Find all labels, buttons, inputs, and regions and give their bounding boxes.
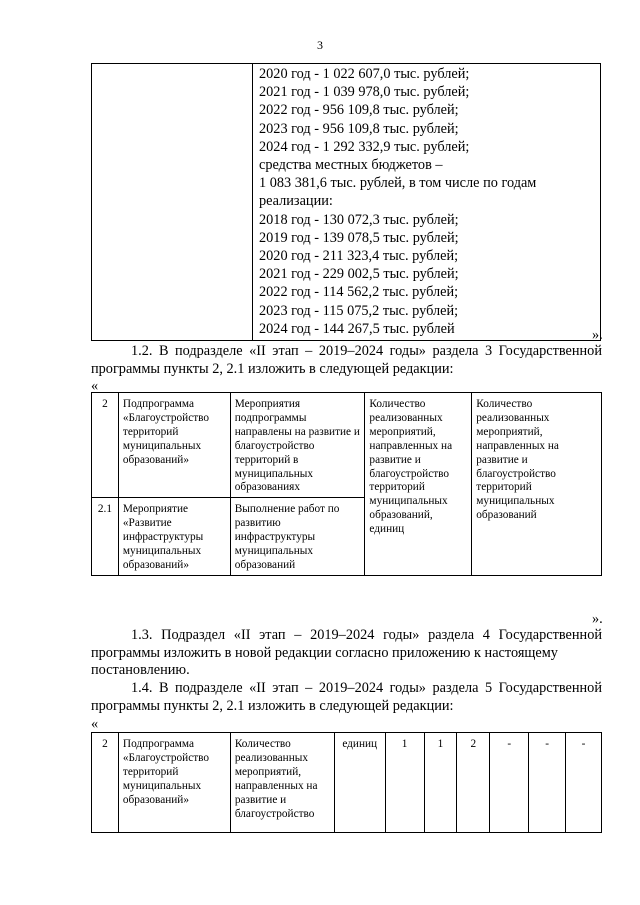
funding-line: реализации: — [259, 193, 333, 210]
row-number: 2 — [92, 393, 119, 498]
row-name: Подпрограмма «Благоустройство территорий муниципальных образований» — [118, 733, 230, 833]
row-goal: Мероприятия подпрограммы направлены на развитие и благоустройство территорий в муниципальных образованиях — [230, 393, 365, 498]
row-number: 2.1 — [92, 498, 119, 576]
funding-line: 2022 год - 956 109,8 тыс. рублей; — [259, 102, 459, 119]
subprogram-table — [91, 392, 602, 576]
row-value: 2 — [457, 733, 490, 833]
funding-line: 2024 год - 144 267,5 тыс. рублей — [259, 320, 455, 337]
row-indicator: Количество реализованных мероприятий, направленных на развитие и благоустройство — [230, 733, 334, 833]
row-name: Мероприятие «Развитие инфраструктуры муниципальных образований» — [118, 498, 230, 576]
row-result: Количество реализованных мероприятий, направленных на развитие и благоустройство территорий муниципальных образований — [472, 393, 602, 576]
funding-line: 2022 год - 114 562,2 тыс. рублей; — [259, 284, 459, 301]
paragraph-1-3-first-line: 1.3. Подраздел «II этап – 2019–2024 годы» раздела 4 Государственной — [131, 627, 602, 643]
funding-table-values-cell — [253, 64, 601, 341]
paragraph-1-2 — [91, 343, 602, 378]
row-value: - — [490, 733, 529, 833]
table-row — [92, 393, 602, 498]
funding-line: 2018 год - 130 072,3 тыс. рублей; — [259, 211, 459, 228]
funding-table-empty-cell — [92, 64, 253, 341]
paragraph-1-4 — [91, 680, 602, 715]
funding-table — [91, 63, 601, 341]
paragraph-1-3 — [91, 627, 602, 680]
funding-line: 1 083 381,6 тыс. рублей, в том числе по годам — [259, 175, 537, 192]
row-goal: Выполнение работ по развитию инфраструктуры муниципальных образований — [230, 498, 365, 576]
table-row — [92, 733, 602, 833]
closing-quote: ». — [592, 611, 603, 627]
row-value: 1 — [385, 733, 424, 833]
opening-quote: « — [91, 716, 99, 732]
funding-line: 2024 год - 1 292 332,9 тыс. рублей; — [259, 138, 470, 155]
row-value: - — [529, 733, 566, 833]
indicator-table — [91, 732, 602, 833]
page-number: 3 — [317, 38, 323, 52]
row-number: 2 — [92, 733, 119, 833]
opening-quote: « — [91, 378, 99, 394]
paragraph-1-3-rest: программы изложить в новой редакции согласно приложению к настоящему постановлению. — [91, 644, 558, 678]
funding-line: 2019 год - 139 078,5 тыс. рублей; — [259, 229, 459, 246]
funding-line: средства местных бюджетов – — [259, 157, 443, 174]
funding-line: 2023 год - 115 075,2 тыс. рублей; — [259, 302, 459, 319]
row-unit: единиц — [334, 733, 385, 833]
row-name: Подпрограмма «Благоустройство территорий муниципальных образований» — [118, 393, 230, 498]
row-indicator: Количество реализованных мероприятий, направленных на развитие и благоустройство территорий муниципальных образований, единиц — [365, 393, 472, 576]
row-value: 1 — [424, 733, 457, 833]
funding-line: 2020 год - 211 323,4 тыс. рублей; — [259, 248, 459, 265]
paragraph-1-2-rest: программы пункты 2, 2.1 изложить в следующей редакции: — [91, 360, 454, 377]
funding-line: 2021 год - 229 002,5 тыс. рублей; — [259, 266, 459, 283]
closing-quote: ». — [592, 327, 603, 343]
paragraph-1-4-first-line: 1.4. В подразделе «II этап – 2019–2024 годы» раздела 5 Государственной — [131, 680, 602, 696]
funding-line: 2021 год - 1 039 978,0 тыс. рублей; — [259, 84, 470, 101]
paragraph-1-2-first-line: 1.2. В подразделе «II этап – 2019–2024 годы» раздела 3 Государственной — [131, 343, 602, 359]
row-value: - — [566, 733, 602, 833]
paragraph-1-4-rest: программы пункты 2, 2.1 изложить в следующей редакции: — [91, 697, 454, 714]
funding-line: 2020 год - 1 022 607,0 тыс. рублей; — [259, 66, 470, 82]
funding-line: 2023 год - 956 109,8 тыс. рублей; — [259, 120, 459, 137]
